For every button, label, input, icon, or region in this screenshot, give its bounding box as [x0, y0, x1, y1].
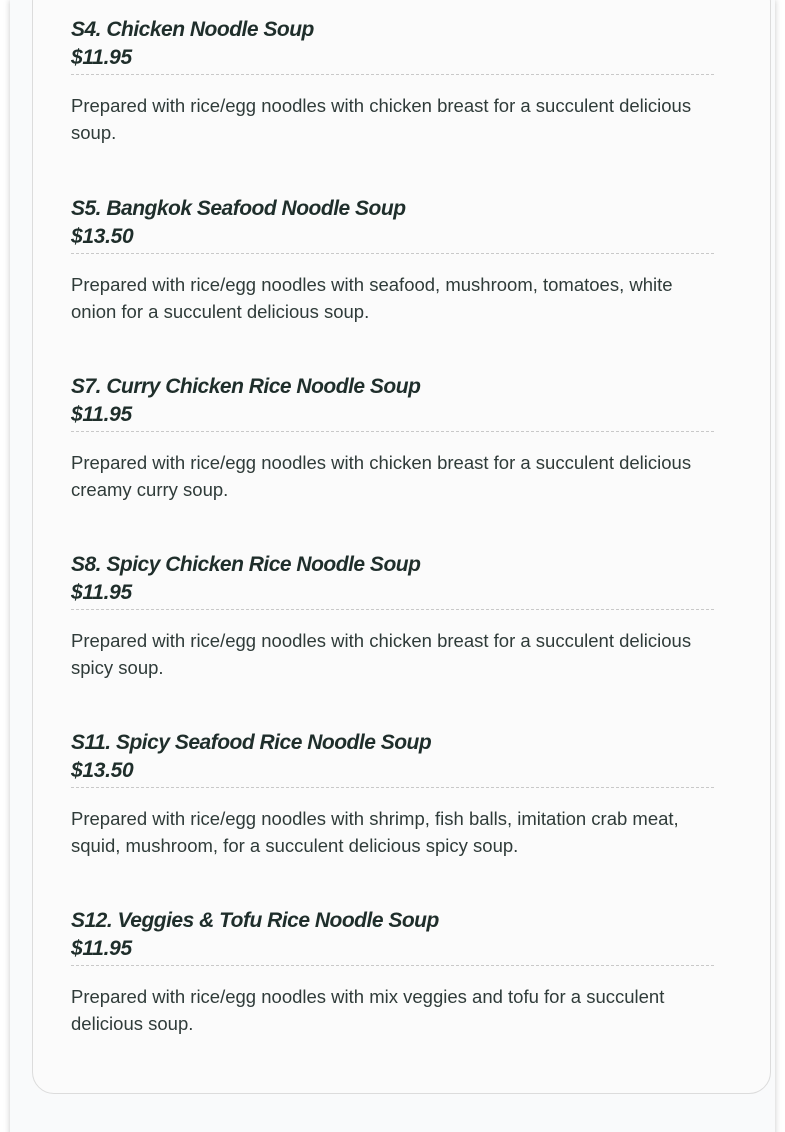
menu-item-name: S7. Curry Chicken Rice Noodle Soup	[71, 375, 421, 398]
menu-item-s12	[71, 907, 714, 1037]
menu-item-s7	[71, 373, 714, 503]
menu-item-s8	[71, 551, 714, 681]
menu-item-price: $11.95	[71, 935, 714, 966]
menu-item-name: S5. Bangkok Seafood Noodle Soup	[71, 197, 406, 220]
menu-item-s5	[71, 195, 714, 325]
menu-item-description: Prepared with rice/egg noodles with chicken breast for a succulent delicious creamy curry soup.	[71, 452, 692, 500]
menu-item-price: $11.95	[71, 579, 714, 610]
menu-item-description: Prepared with rice/egg noodles with mix veggies and tofu for a succulent delicious soup.	[71, 986, 665, 1034]
menu-item-price: $13.50	[71, 223, 714, 254]
menu-item-name: S12. Veggies & Tofu Rice Noodle Soup	[71, 909, 439, 932]
menu-item-name: S8. Spicy Chicken Rice Noodle Soup	[71, 553, 421, 576]
menu-item-description: Prepared with rice/egg noodles with seafood, mushroom, tomatoes, white onion for a succulent delicious soup.	[71, 274, 673, 322]
menu-item-s11	[71, 729, 714, 859]
menu-item-price: $13.50	[71, 757, 714, 788]
menu-item-description: Prepared with rice/egg noodles with shrimp, fish balls, imitation crab meat, squid, mushroom, for a succulent delicious spicy soup.	[71, 808, 679, 856]
menu-item-description: Prepared with rice/egg noodles with chicken breast for a succulent delicious soup.	[71, 95, 692, 143]
menu-item-price: $11.95	[71, 401, 714, 432]
menu-item-s4	[71, 16, 714, 146]
menu-item-name: S4. Chicken Noodle Soup	[71, 18, 314, 41]
menu-item-price: $11.95	[71, 44, 714, 75]
menu-item-name: S11. Spicy Seafood Rice Noodle Soup	[71, 731, 432, 754]
menu-item-description: Prepared with rice/egg noodles with chicken breast for a succulent delicious spicy soup.	[71, 630, 692, 678]
